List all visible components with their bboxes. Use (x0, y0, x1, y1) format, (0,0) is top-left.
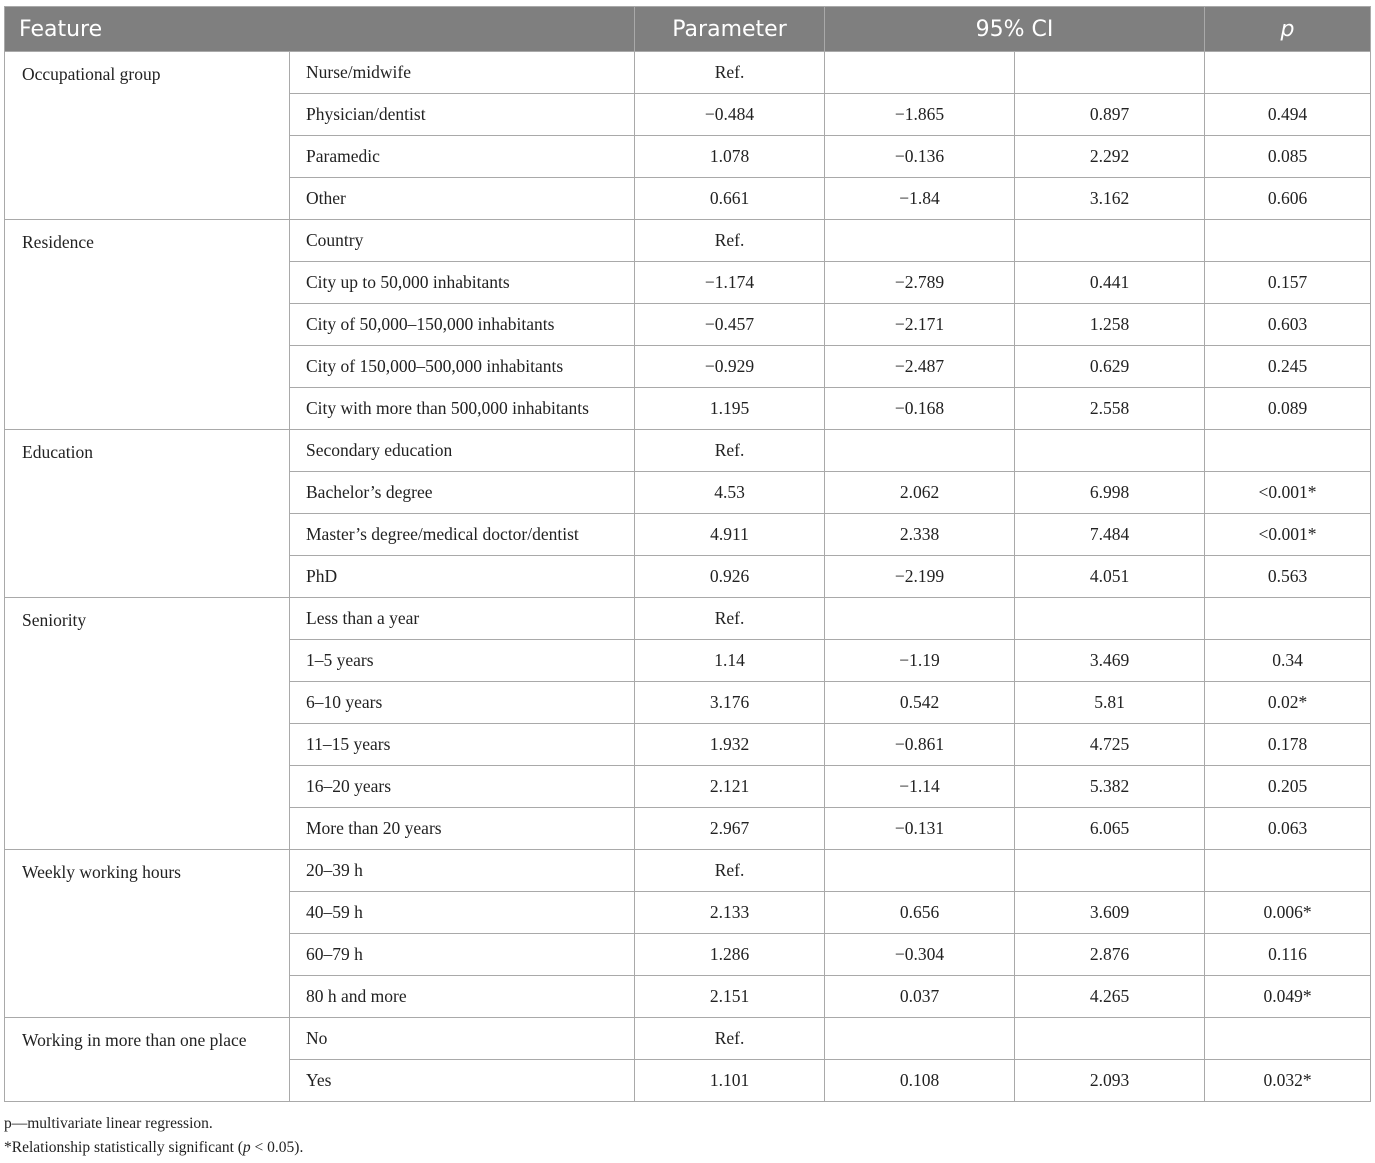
p-value-cell (1205, 52, 1371, 94)
p-value-cell (1205, 220, 1371, 262)
parameter-cell: Ref. (635, 598, 825, 640)
ci-lower-cell: −0.861 (825, 724, 1015, 766)
parameter-cell: 3.176 (635, 682, 825, 724)
ci-lower-cell: −0.131 (825, 808, 1015, 850)
parameter-cell: Ref. (635, 52, 825, 94)
p-value-cell: 0.494 (1205, 94, 1371, 136)
table-row (5, 52, 1371, 94)
level-cell: PhD (290, 556, 635, 598)
p-value-cell: 0.205 (1205, 766, 1371, 808)
p-value-cell: 0.606 (1205, 178, 1371, 220)
parameter-cell: 1.101 (635, 1060, 825, 1102)
level-cell: City with more than 500,000 inhabitants (290, 388, 635, 430)
p-value-cell (1205, 430, 1371, 472)
header-parameter: Parameter (635, 7, 825, 52)
header-ci: 95% CI (825, 7, 1205, 52)
table-row (5, 430, 1371, 472)
parameter-cell: 1.195 (635, 388, 825, 430)
ci-lower-cell: −0.136 (825, 136, 1015, 178)
p-value-cell: 0.563 (1205, 556, 1371, 598)
level-cell: Master’s degree/medical doctor/dentist (290, 514, 635, 556)
ci-upper-cell: 4.725 (1015, 724, 1205, 766)
p-value-cell (1205, 850, 1371, 892)
regression-table-container (4, 6, 1370, 1102)
parameter-cell: 4.53 (635, 472, 825, 514)
ci-lower-cell: 0.542 (825, 682, 1015, 724)
ci-upper-cell: 5.382 (1015, 766, 1205, 808)
ci-lower-cell (825, 598, 1015, 640)
feature-cell: Residence (5, 220, 290, 430)
ci-upper-cell (1015, 850, 1205, 892)
table-header-row (5, 7, 1371, 52)
ci-upper-cell: 5.81 (1015, 682, 1205, 724)
parameter-cell: Ref. (635, 850, 825, 892)
ci-lower-cell: −1.865 (825, 94, 1015, 136)
p-value-cell: 0.603 (1205, 304, 1371, 346)
ci-upper-cell: 3.469 (1015, 640, 1205, 682)
level-cell: Secondary education (290, 430, 635, 472)
parameter-cell: 0.926 (635, 556, 825, 598)
ci-upper-cell (1015, 220, 1205, 262)
ci-upper-cell: 2.093 (1015, 1060, 1205, 1102)
p-value-cell: 0.116 (1205, 934, 1371, 976)
p-value-cell: 0.049* (1205, 976, 1371, 1018)
level-cell: 40–59 h (290, 892, 635, 934)
ci-lower-cell: 0.656 (825, 892, 1015, 934)
ci-lower-cell: −2.789 (825, 262, 1015, 304)
p-value-cell: 0.245 (1205, 346, 1371, 388)
p-value-cell: 0.006* (1205, 892, 1371, 934)
parameter-cell: 1.286 (635, 934, 825, 976)
level-cell: Paramedic (290, 136, 635, 178)
ci-upper-cell: 2.558 (1015, 388, 1205, 430)
table-footnotes (4, 1112, 303, 1160)
ci-lower-cell (825, 1018, 1015, 1060)
parameter-cell: 1.14 (635, 640, 825, 682)
p-value-cell: <0.001* (1205, 472, 1371, 514)
parameter-cell: 4.911 (635, 514, 825, 556)
level-cell: 1–5 years (290, 640, 635, 682)
ci-upper-cell: 0.441 (1015, 262, 1205, 304)
parameter-cell: 1.078 (635, 136, 825, 178)
ci-lower-cell: −2.487 (825, 346, 1015, 388)
level-cell: 80 h and more (290, 976, 635, 1018)
level-cell: Nurse/midwife (290, 52, 635, 94)
ci-lower-cell: −1.84 (825, 178, 1015, 220)
level-cell: Physician/dentist (290, 94, 635, 136)
level-cell: 11–15 years (290, 724, 635, 766)
ci-upper-cell (1015, 430, 1205, 472)
p-value-cell: 0.02* (1205, 682, 1371, 724)
ci-upper-cell: 7.484 (1015, 514, 1205, 556)
p-value-cell: 0.085 (1205, 136, 1371, 178)
ci-upper-cell: 4.265 (1015, 976, 1205, 1018)
p-value-cell: 0.032* (1205, 1060, 1371, 1102)
ci-lower-cell: −2.199 (825, 556, 1015, 598)
p-value-cell: 0.063 (1205, 808, 1371, 850)
ci-lower-cell: −0.304 (825, 934, 1015, 976)
ci-upper-cell: 0.897 (1015, 94, 1205, 136)
ci-lower-cell: −1.14 (825, 766, 1015, 808)
level-cell: No (290, 1018, 635, 1060)
table-row (5, 1018, 1371, 1060)
level-cell: 60–79 h (290, 934, 635, 976)
level-cell: Yes (290, 1060, 635, 1102)
ci-lower-cell (825, 430, 1015, 472)
ci-lower-cell: 0.108 (825, 1060, 1015, 1102)
ci-upper-cell: 6.065 (1015, 808, 1205, 850)
ci-upper-cell: 2.292 (1015, 136, 1205, 178)
ci-lower-cell: −1.19 (825, 640, 1015, 682)
feature-cell: Seniority (5, 598, 290, 850)
level-cell: Country (290, 220, 635, 262)
level-cell: 20–39 h (290, 850, 635, 892)
parameter-cell: 2.151 (635, 976, 825, 1018)
p-value-cell: 0.178 (1205, 724, 1371, 766)
level-cell: Bachelor’s degree (290, 472, 635, 514)
ci-lower-cell (825, 220, 1015, 262)
ci-upper-cell (1015, 598, 1205, 640)
parameter-cell: Ref. (635, 220, 825, 262)
parameter-cell: −0.484 (635, 94, 825, 136)
parameter-cell: Ref. (635, 1018, 825, 1060)
p-value-cell: 0.34 (1205, 640, 1371, 682)
parameter-cell: −0.457 (635, 304, 825, 346)
feature-cell: Working in more than one place (5, 1018, 290, 1102)
level-cell: 16–20 years (290, 766, 635, 808)
header-p: p (1205, 7, 1371, 52)
ci-lower-cell (825, 52, 1015, 94)
ci-upper-cell: 3.162 (1015, 178, 1205, 220)
footnote-significance: *Relationship statistically significant (p < 0.05). (4, 1139, 304, 1156)
ci-upper-cell (1015, 1018, 1205, 1060)
feature-cell: Education (5, 430, 290, 598)
parameter-cell: 2.133 (635, 892, 825, 934)
parameter-cell: 1.932 (635, 724, 825, 766)
parameter-cell: 2.121 (635, 766, 825, 808)
p-value-cell (1205, 598, 1371, 640)
ci-lower-cell (825, 850, 1015, 892)
parameter-cell: 2.967 (635, 808, 825, 850)
level-cell: Other (290, 178, 635, 220)
p-value-cell: <0.001* (1205, 514, 1371, 556)
level-cell: City up to 50,000 inhabitants (290, 262, 635, 304)
table-row (5, 220, 1371, 262)
parameter-cell: Ref. (635, 430, 825, 472)
level-cell: Less than a year (290, 598, 635, 640)
table-row (5, 598, 1371, 640)
level-cell: City of 150,000–500,000 inhabitants (290, 346, 635, 388)
feature-cell: Weekly working hours (5, 850, 290, 1018)
table-body (5, 52, 1371, 1102)
footnote-method: p—multivariate linear regression. (4, 1115, 213, 1132)
parameter-cell: 0.661 (635, 178, 825, 220)
regression-table (4, 6, 1371, 1102)
ci-upper-cell: 0.629 (1015, 346, 1205, 388)
ci-upper-cell (1015, 52, 1205, 94)
ci-lower-cell: 2.338 (825, 514, 1015, 556)
feature-cell: Occupational group (5, 52, 290, 220)
parameter-cell: −1.174 (635, 262, 825, 304)
ci-lower-cell: 2.062 (825, 472, 1015, 514)
p-value-cell: 0.157 (1205, 262, 1371, 304)
level-cell: City of 50,000–150,000 inhabitants (290, 304, 635, 346)
parameter-cell: −0.929 (635, 346, 825, 388)
ci-upper-cell: 3.609 (1015, 892, 1205, 934)
ci-upper-cell: 1.258 (1015, 304, 1205, 346)
ci-upper-cell: 4.051 (1015, 556, 1205, 598)
ci-lower-cell: 0.037 (825, 976, 1015, 1018)
header-feature: Feature (5, 7, 635, 52)
level-cell: 6–10 years (290, 682, 635, 724)
p-value-cell (1205, 1018, 1371, 1060)
ci-upper-cell: 2.876 (1015, 934, 1205, 976)
ci-lower-cell: −0.168 (825, 388, 1015, 430)
ci-upper-cell: 6.998 (1015, 472, 1205, 514)
level-cell: More than 20 years (290, 808, 635, 850)
table-row (5, 850, 1371, 892)
p-value-cell: 0.089 (1205, 388, 1371, 430)
ci-lower-cell: −2.171 (825, 304, 1015, 346)
